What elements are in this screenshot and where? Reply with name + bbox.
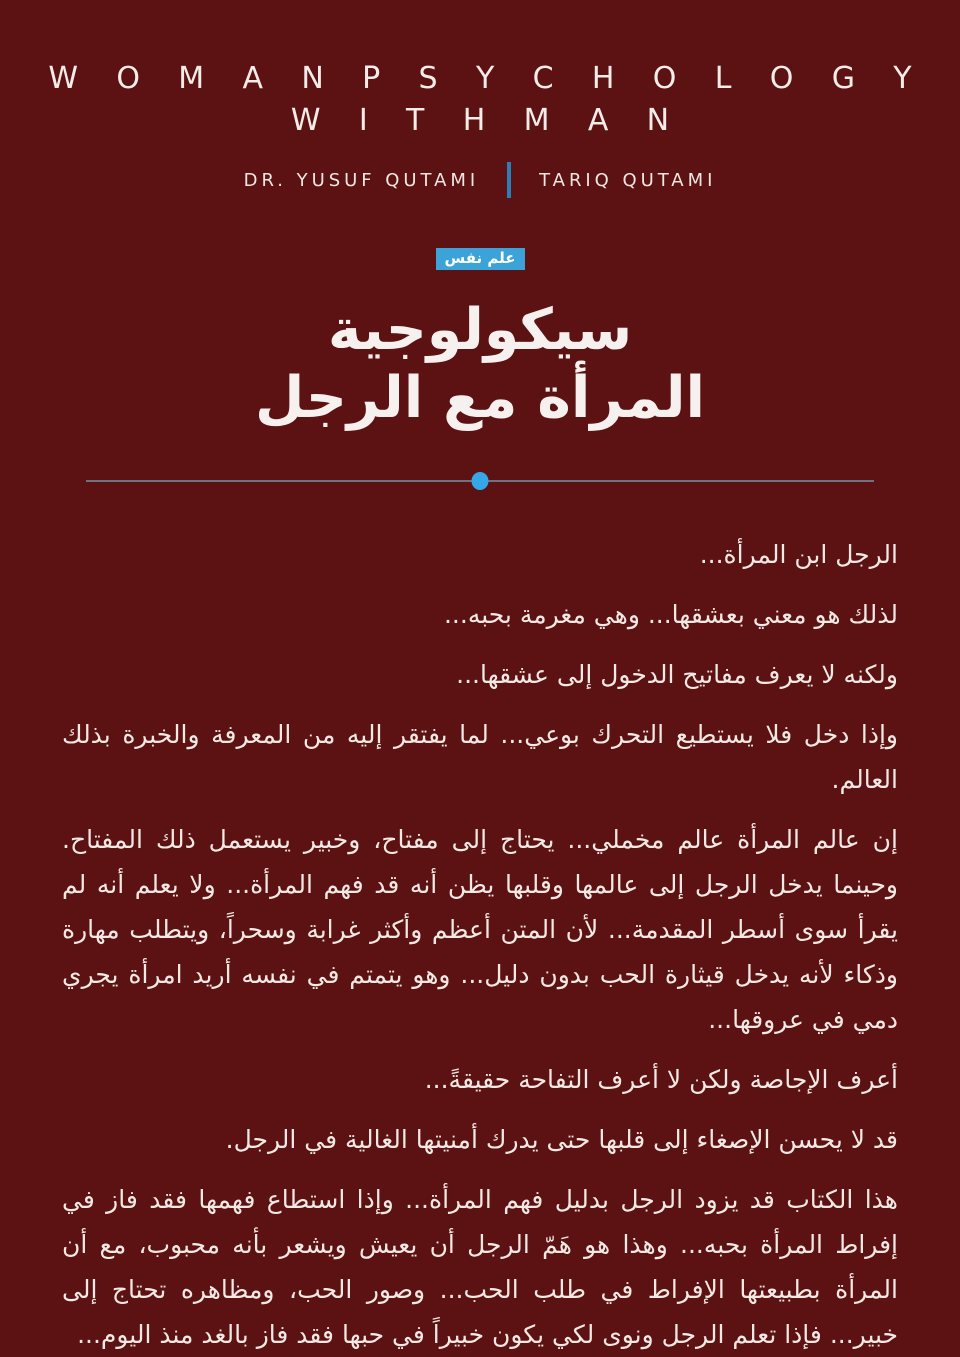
arabic-title-line1: سيكولوجية — [327, 297, 633, 363]
body-paragraph: إن عالم المرأة عالم مخملي... يحتاج إلى مفتاح، وخبير يستعمل ذلك المفتاح. وحينما يدخل الرجل إلى عالمها وقلبها يظن أنه قد فهم المرأة... ولا يعلم أنه لم يقرأ سوى أسطر المقدمة... لأن المتن أعظم وأكثر غرابة وسحراً، ويتطلب مهارة وذكاء لأنه يدخل قيثارة الحب بدون دليل... وهو يتمتم في نفسه أريد امرأة يجري دمي في عروقها... — [62, 825, 898, 1034]
english-title-line2: W I T H M A N — [290, 103, 684, 138]
genre-badge: علم نفس — [436, 248, 525, 270]
arabic-title — [0, 296, 960, 432]
divider-dot-icon — [472, 472, 489, 490]
body-paragraph: هذا الكتاب قد يزود الرجل بدليل فهم المرأة... وإذا استطاع فهمها فقد فاز في إفراط المرأة بحبه... وهذا هو هَمّ الرجل أن يعيش ويشعر بأنه محبوب، مع أن المرأة بطبيعتها الإفراط في طلب الحب... وصور الحب، ومظاهره تحتاج إلى خبير... فإذا تعلم الرجل ونوى لكي يكون خبيراً في حبها فقد فاز بالغد منذ اليوم... — [62, 1185, 898, 1349]
english-title-line1: W O M A N P S Y C H O L O G Y — [48, 61, 927, 96]
body-paragraph: أعرف الإجاصة ولكن لا أعرف التفاحة حقيقةً... — [424, 1065, 898, 1094]
authors-row — [0, 162, 960, 198]
english-title — [0, 58, 960, 142]
body-paragraph: الرجل ابن المرأة... — [699, 540, 898, 569]
author-name-right: TARIQ QUTAMI — [539, 169, 717, 191]
author-name-left: DR. YUSUF QUTAMI — [243, 169, 480, 191]
body-paragraph: قد لا يحسن الإصغاء إلى قلبها حتى يدرك أمنيتها الغالية في الرجل. — [225, 1125, 898, 1154]
body-paragraph: وإذا دخل فلا يستطيع التحرك بوعي... لما يفتقر إليه من المعرفة والخبرة بذلك العالم. — [62, 720, 898, 794]
body-paragraph: لذلك هو معني بعشقها... وهي مغرمة بحبه... — [443, 600, 898, 629]
back-cover-text — [0, 532, 960, 1357]
body-paragraph: ولكنه لا يعرف مفاتيح الدخول إلى عشقها... — [456, 660, 898, 689]
author-separator-bar — [507, 162, 511, 198]
genre-badge-row — [0, 248, 960, 270]
arabic-title-line2: المرأة مع الرجل — [254, 365, 706, 431]
title-divider — [86, 472, 874, 490]
